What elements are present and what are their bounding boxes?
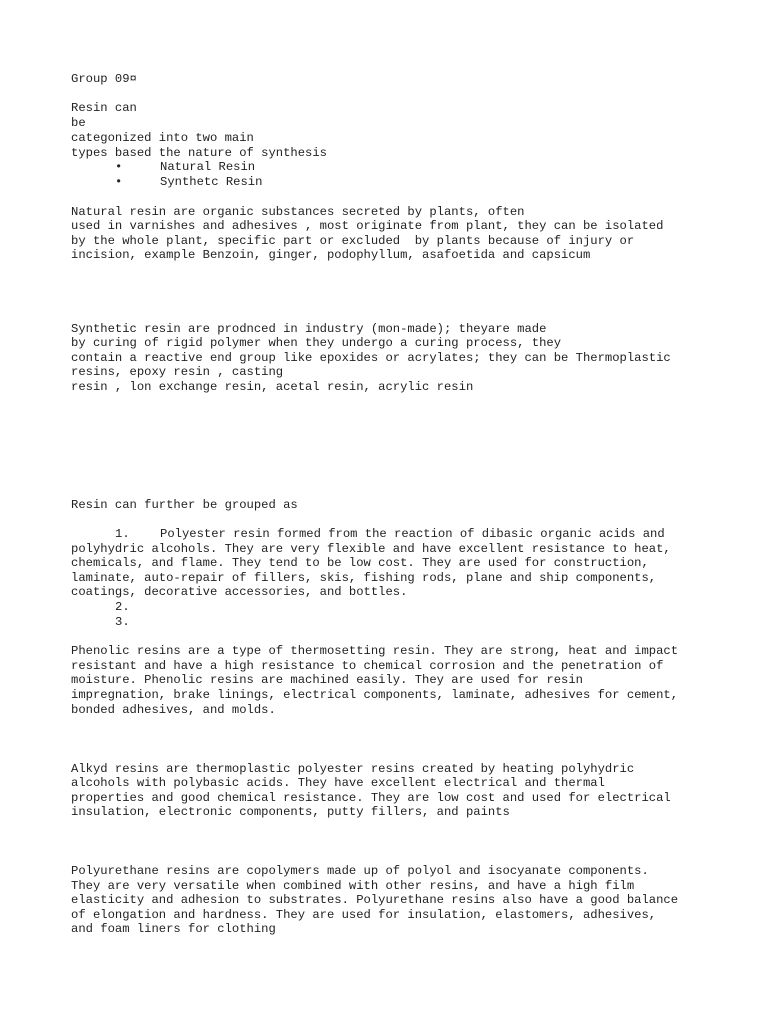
list-item: Natural Resin bbox=[160, 160, 256, 174]
text-line: of elongation and hardness. They are used for insulation, elastomers, adhesives, bbox=[71, 908, 657, 922]
list-item: Synthetc Resin bbox=[160, 175, 263, 189]
grouped-title: Resin can further be grouped as bbox=[71, 498, 298, 512]
text-line: resin , lon exchange resin, acetal resin, acrylic resin bbox=[71, 380, 474, 394]
list-number: 3. bbox=[115, 615, 130, 629]
bullet-icon: • bbox=[115, 175, 123, 189]
text-line: Alkyd resins are thermoplastic polyester resins created by heating polyhydric bbox=[71, 762, 635, 776]
text-line: Synthetic resin are prodnced in industry (mon-made); theyare made bbox=[71, 322, 547, 336]
text-line: alcohols with polybasic acids. They have excellent electrical and thermal bbox=[71, 776, 605, 790]
text-line: They are very versatile when combined with other resins, and have a high film bbox=[71, 879, 635, 893]
text-line: resistant and have a high resistance to chemical corrosion and the penetration of bbox=[71, 659, 664, 673]
text-line: chemicals, and flame. They tend to be low cost. They are used for construction, bbox=[71, 556, 649, 570]
text-line: resins, epoxy resin , casting bbox=[71, 365, 284, 379]
text-line: types based the nature of synthesis bbox=[71, 146, 327, 160]
text-line: polyhydric alcohols. They are very flexible and have excellent resistance to heat, bbox=[71, 542, 671, 556]
text-line: laminate, auto-repair of fillers, skis, fishing rods, plane and ship components, bbox=[71, 571, 657, 585]
text-line: bonded adhesives, and molds. bbox=[71, 703, 276, 717]
text-line: contain a reactive end group like epoxides or acrylates; they can be Thermoplastic bbox=[71, 351, 671, 365]
text-line: categonized into two main bbox=[71, 131, 254, 145]
list-number: 2. bbox=[115, 600, 130, 614]
text-line: used in varnishes and adhesives , most originate from plant, they can be isolated bbox=[71, 219, 664, 233]
text-line: impregnation, brake linings, electrical components, laminate, adhesives for cement, bbox=[71, 688, 679, 702]
text-line: insulation, electronic components, putty fillers, and paints bbox=[71, 805, 510, 819]
document-heading: Group 09¤ bbox=[71, 72, 137, 86]
text-line: moisture. Phenolic resins are machined easily. They are used for resin bbox=[71, 673, 583, 687]
text-line: coatings, decorative accessories, and bottles. bbox=[71, 585, 408, 599]
text-line: Resin can bbox=[71, 101, 137, 115]
list-item: Polyester resin formed from the reaction of dibasic organic acids and bbox=[160, 527, 665, 541]
text-line: and foam liners for clothing bbox=[71, 922, 276, 936]
text-line: incision, example Benzoin, ginger, podophyllum, asafoetida and capsicum bbox=[71, 248, 591, 262]
text-line: by curing of rigid polymer when they undergo a curing process, they bbox=[71, 336, 562, 350]
text-line: properties and good chemical resistance. They are low cost and used for electrical bbox=[71, 791, 671, 805]
list-number: 1. bbox=[115, 527, 130, 541]
text-line: Natural resin are organic substances secreted by plants, often bbox=[71, 205, 525, 219]
text-line: Phenolic resins are a type of thermosetting resin. They are strong, heat and impact bbox=[71, 644, 679, 658]
text-line: be bbox=[71, 116, 86, 130]
bullet-icon: • bbox=[115, 160, 123, 174]
text-line: by the whole plant, specific part or excluded by plants because of injury or bbox=[71, 234, 635, 248]
text-line: Polyurethane resins are copolymers made up of polyol and isocyanate components. bbox=[71, 864, 649, 878]
text-line: elasticity and adhesion to substrates. Polyurethane resins also have a good balance bbox=[71, 893, 679, 907]
